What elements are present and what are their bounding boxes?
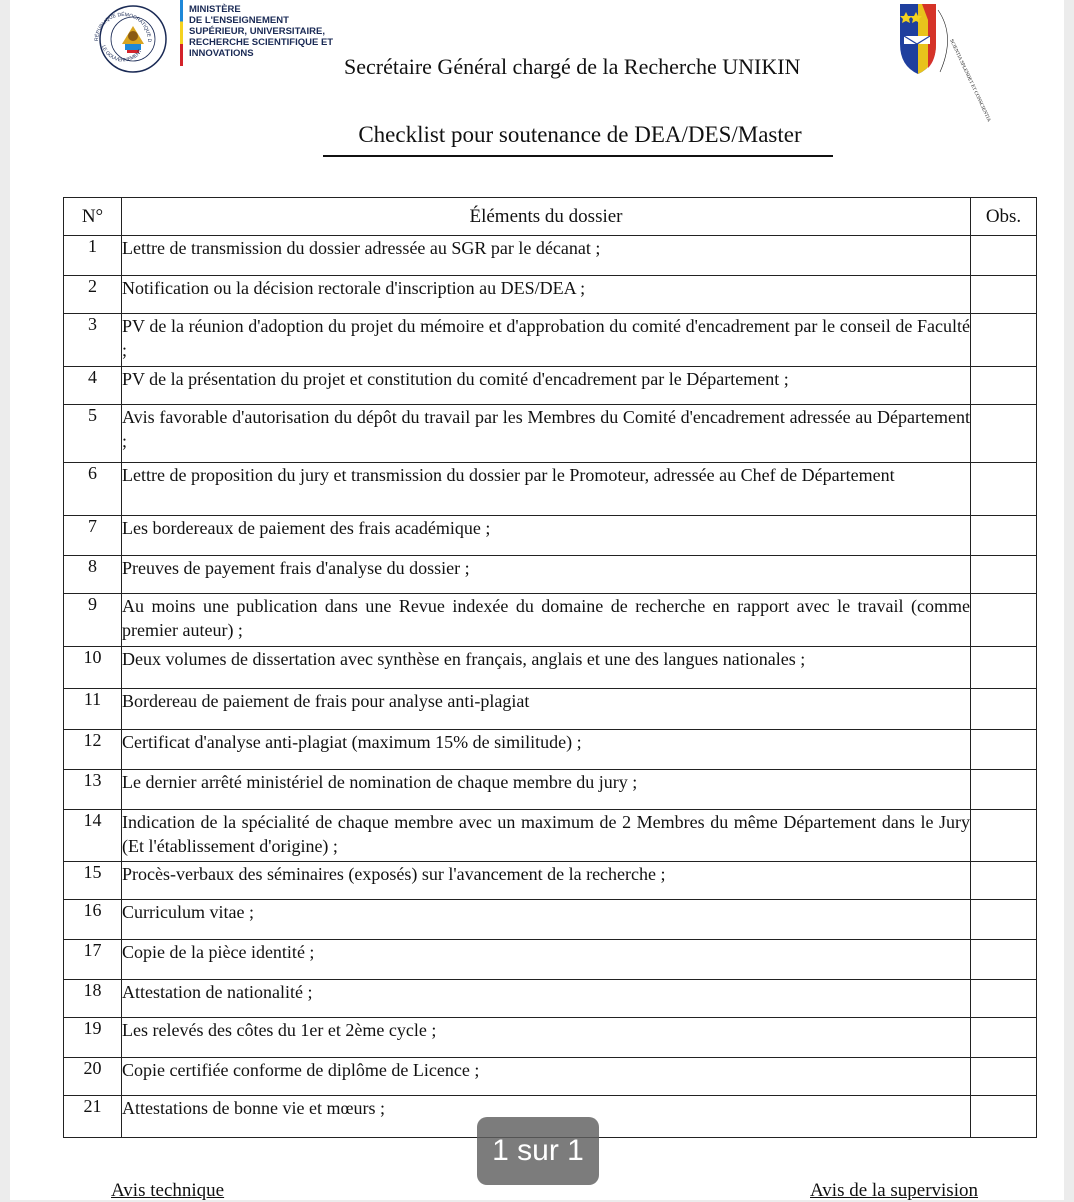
table-row — [64, 314, 1037, 367]
ministry-name — [180, 0, 345, 66]
row-num: 12 — [64, 730, 122, 770]
ministry-line: MINISTÈRE — [189, 4, 241, 15]
page-indicator: 1 sur 1 — [477, 1117, 599, 1185]
row-obs-cell[interactable] — [971, 730, 1037, 770]
row-text: Curriculum vitae ; — [122, 900, 971, 940]
row-obs-cell[interactable] — [971, 1058, 1037, 1096]
table-row — [64, 516, 1037, 556]
table-row — [64, 900, 1037, 940]
row-num: 8 — [64, 556, 122, 594]
table-row — [64, 770, 1037, 810]
ministry-line: RECHERCHE SCIENTIFIQUE ET — [189, 37, 334, 48]
table-row — [64, 463, 1037, 516]
avis-technique-label: Avis technique — [111, 1180, 225, 1201]
document-title: Checklist pour soutenance de DEA/DES/Master — [358, 122, 802, 147]
unikin-motto: SCIENTIA SPLENDET ET CONSCIENTIA — [948, 38, 991, 123]
table-row — [64, 810, 1037, 862]
row-obs-cell[interactable] — [971, 367, 1037, 405]
title-underline — [323, 155, 833, 157]
row-obs-cell[interactable] — [971, 940, 1037, 980]
table-row — [64, 980, 1037, 1018]
row-num: 6 — [64, 463, 122, 516]
row-num: 15 — [64, 862, 122, 900]
row-num: 10 — [64, 647, 122, 689]
table-row — [64, 556, 1037, 594]
row-text: Deux volumes de dissertation avec synthèse en français, anglais et une des langues nationales ; — [122, 647, 971, 689]
row-text: Lettre de transmission du dossier adressée au SGR par le décanat ; — [122, 236, 971, 276]
row-obs-cell[interactable] — [971, 647, 1037, 689]
table-row — [64, 1058, 1037, 1096]
table-row — [64, 862, 1037, 900]
row-text: Copie certifiée conforme de diplôme de Licence ; — [122, 1058, 971, 1096]
avis-supervision-label: Avis de la supervision — [810, 1180, 978, 1201]
table-row — [64, 689, 1037, 730]
table-row — [64, 276, 1037, 314]
row-num: 19 — [64, 1018, 122, 1058]
row-text: PV de la présentation du projet et constitution du comité d'encadrement par le Département ; — [122, 367, 971, 405]
row-obs-cell[interactable] — [971, 236, 1037, 276]
seal-text-bottom: LE GOUVERNEMENT — [100, 44, 144, 64]
row-num: 1 — [64, 236, 122, 276]
row-text: Indication de la spécialité de chaque membre avec un maximum de 2 Membres du même Département dans le Jury (Et l'établissement d'origine) ; — [122, 810, 971, 862]
row-num: 7 — [64, 516, 122, 556]
row-obs-cell[interactable] — [971, 276, 1037, 314]
row-obs-cell[interactable] — [971, 314, 1037, 367]
row-num: 9 — [64, 594, 122, 647]
row-obs-cell[interactable] — [971, 1018, 1037, 1058]
row-obs-cell[interactable] — [971, 516, 1037, 556]
table-row — [64, 367, 1037, 405]
row-num: 3 — [64, 314, 122, 367]
row-num: 5 — [64, 405, 122, 463]
ministry-line: SUPÉRIEUR, UNIVERSITAIRE, — [189, 26, 326, 37]
row-text: Les relevés des côtes du 1er et 2ème cycle ; — [122, 1018, 971, 1058]
seal-text-top: RÉPUBLIQUE DÉMOCRATIQUE D — [93, 11, 153, 43]
row-obs-cell[interactable] — [971, 594, 1037, 647]
row-obs-cell[interactable] — [971, 770, 1037, 810]
row-text: Certificat d'analyse anti-plagiat (maximum 15% de similitude) ; — [122, 730, 971, 770]
table-row — [64, 594, 1037, 647]
row-obs-cell[interactable] — [971, 900, 1037, 940]
header-elements: Éléments du dossier — [122, 198, 971, 236]
row-num: 16 — [64, 900, 122, 940]
table-row — [64, 236, 1037, 276]
row-text: Copie de la pièce identité ; — [122, 940, 971, 980]
row-obs-cell[interactable] — [971, 980, 1037, 1018]
row-text: PV de la réunion d'adoption du projet du mémoire et d'approbation du comité d'encadrement par le conseil de Faculté ; — [122, 314, 971, 367]
row-text: Le dernier arrêté ministériel de nomination de chaque membre du jury ; — [122, 770, 971, 810]
ministry-line: INNOVATIONS — [189, 48, 254, 59]
row-num: 4 — [64, 367, 122, 405]
row-text: Lettre de proposition du jury et transmission du dossier par le Promoteur, adressée au Chef de Département — [122, 463, 971, 516]
row-text: Les bordereaux de paiement des frais académique ; — [122, 516, 971, 556]
secretary-general-title: Secrétaire Général chargé de la Recherche UNIKIN — [344, 54, 801, 79]
unikin-crest-icon — [892, 0, 991, 123]
row-text: Attestations de bonne vie et mœurs ; — [122, 1096, 971, 1138]
row-obs-cell[interactable] — [971, 862, 1037, 900]
row-obs-cell[interactable] — [971, 1096, 1037, 1138]
row-num: 2 — [64, 276, 122, 314]
row-num: 20 — [64, 1058, 122, 1096]
row-obs-cell[interactable] — [971, 689, 1037, 730]
row-num: 14 — [64, 810, 122, 862]
row-obs-cell[interactable] — [971, 810, 1037, 862]
header-obs: Obs. — [971, 198, 1037, 236]
table-row — [64, 647, 1037, 689]
row-text: Bordereau de paiement de frais pour analyse anti-plagiat — [122, 689, 971, 730]
ministry-line: DE L'ENSEIGNEMENT — [189, 15, 289, 26]
row-obs-cell[interactable] — [971, 463, 1037, 516]
table-header-row — [64, 198, 1037, 236]
row-text: Procès-verbaux des séminaires (exposés) sur l'avancement de la recherche ; — [122, 862, 971, 900]
row-num: 21 — [64, 1096, 122, 1138]
row-num: 17 — [64, 940, 122, 980]
drc-government-seal-icon — [98, 4, 168, 74]
row-text: Notification ou la décision rectorale d'inscription au DES/DEA ; — [122, 276, 971, 314]
row-num: 11 — [64, 689, 122, 730]
table-row — [64, 940, 1037, 980]
table-row — [64, 730, 1037, 770]
row-text: Au moins une publication dans une Revue indexée du domaine de recherche en rapport avec le travail (comme premier auteur) ; — [122, 594, 971, 647]
row-obs-cell[interactable] — [971, 405, 1037, 463]
row-num: 18 — [64, 980, 122, 1018]
row-num: 13 — [64, 770, 122, 810]
table-row — [64, 1018, 1037, 1058]
row-text: Avis favorable d'autorisation du dépôt du travail par les Membres du Comité d'encadrement adressée au Département ; — [122, 405, 971, 463]
row-obs-cell[interactable] — [971, 556, 1037, 594]
table-row — [64, 405, 1037, 463]
row-text: Attestation de nationalité ; — [122, 980, 971, 1018]
row-text: Preuves de payement frais d'analyse du dossier ; — [122, 556, 971, 594]
header-num: N° — [64, 198, 122, 236]
checklist-table — [63, 197, 1037, 1138]
